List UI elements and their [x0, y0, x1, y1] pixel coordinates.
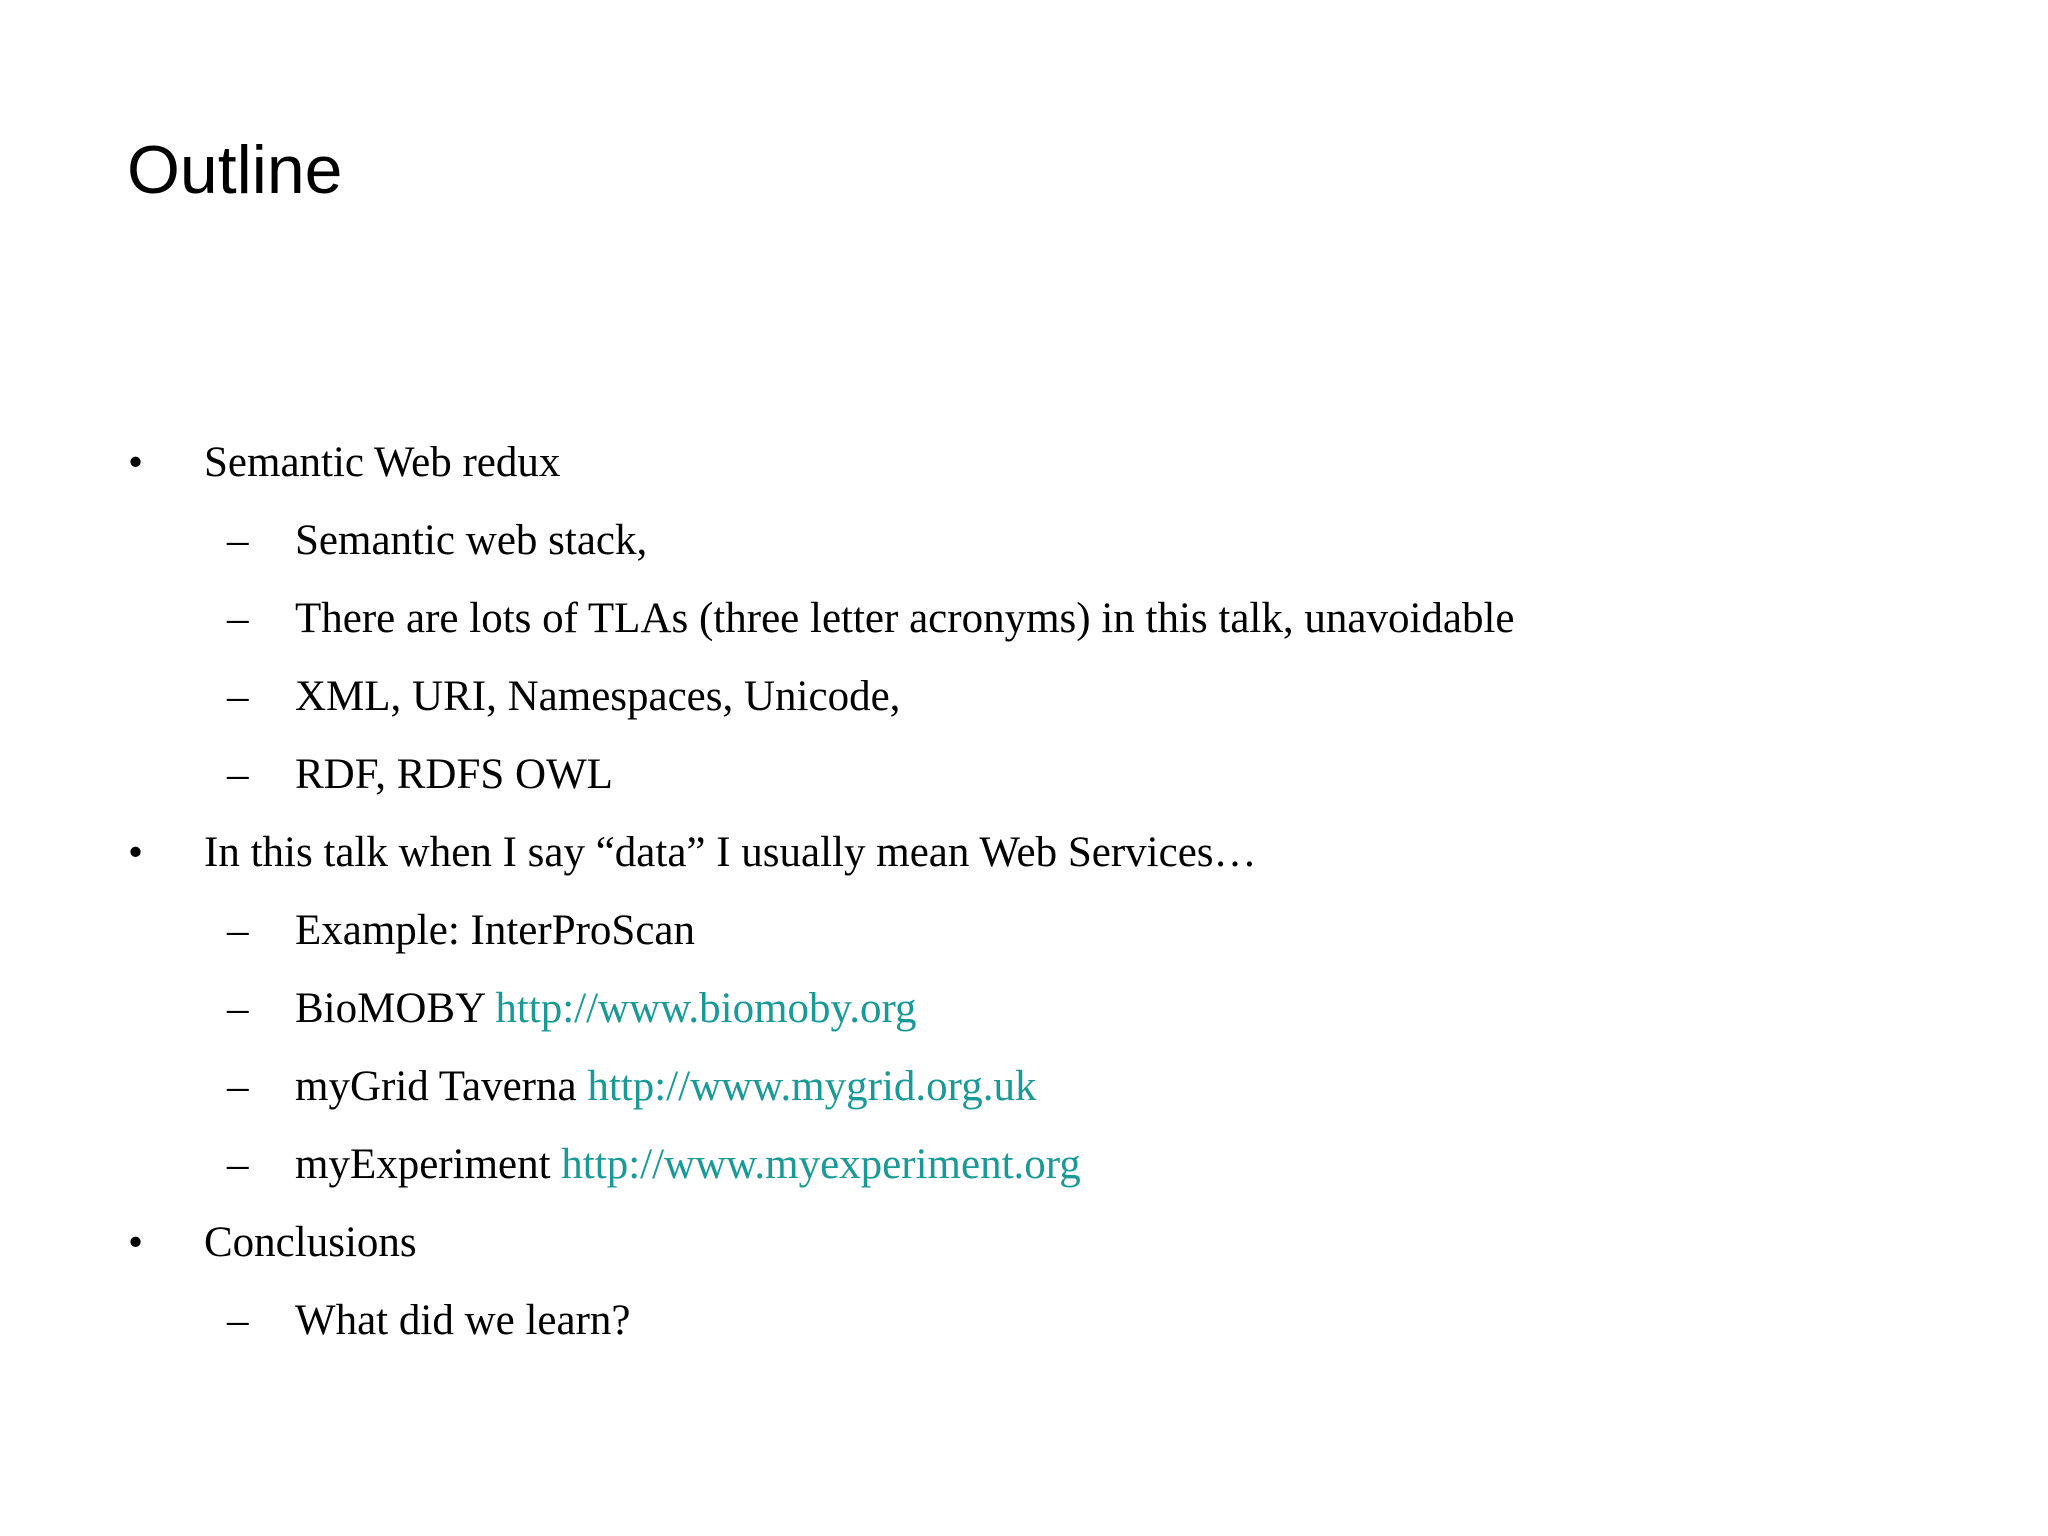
slide-title: Outline: [127, 132, 343, 208]
mygrid-link[interactable]: http://www.mygrid.org.uk: [587, 1063, 1037, 1110]
sub-item: [124, 892, 1984, 970]
bullet-marker: •: [128, 439, 144, 486]
dash-marker: –: [227, 907, 249, 954]
sub-item-label: BioMOBY: [295, 985, 496, 1032]
sub-item-label: myExperiment: [295, 1141, 562, 1188]
dash-marker: –: [227, 517, 249, 564]
sub-item-text: Semantic web stack,: [295, 517, 648, 564]
sub-item: [124, 1048, 1984, 1126]
dash-marker: –: [227, 673, 249, 720]
bullet-marker: •: [128, 1219, 144, 1266]
bullet-item: [124, 1204, 1984, 1282]
bullet-text: Semantic Web redux: [204, 439, 561, 486]
dash-marker: –: [227, 1063, 249, 1110]
dash-marker: –: [227, 985, 249, 1032]
sub-item: [124, 736, 1984, 814]
bullet-text: Conclusions: [204, 1219, 417, 1266]
sub-item-text: [295, 1048, 1036, 1126]
bullet-item: [124, 424, 1984, 502]
myexperiment-link[interactable]: http://www.myexperiment.org: [561, 1141, 1081, 1188]
sub-item-text: RDF, RDFS OWL: [295, 751, 613, 798]
sub-item: [124, 1282, 1984, 1360]
sub-item-text: [295, 970, 917, 1048]
outline-list: [124, 424, 1984, 1360]
sub-item-text: [295, 1126, 1081, 1204]
biomoby-link[interactable]: http://www.biomoby.org: [495, 985, 917, 1032]
dash-marker: –: [227, 595, 249, 642]
sub-item-label: myGrid Taverna: [295, 1063, 588, 1110]
sub-item: [124, 502, 1984, 580]
bullet-text: In this talk when I say “data” I usually mean Web Services…: [204, 829, 1257, 876]
sub-item-text: XML, URI, Namespaces, Unicode,: [295, 673, 901, 720]
bullet-item: [124, 814, 1984, 892]
sub-item-text: There are lots of TLAs (three letter acronyms) in this talk, unavoidable: [295, 595, 1515, 642]
sub-item: [124, 658, 1984, 736]
sub-item-text: What did we learn?: [295, 1297, 631, 1344]
dash-marker: –: [227, 1141, 249, 1188]
dash-marker: –: [227, 1297, 249, 1344]
sub-item-text: Example: InterProScan: [295, 907, 696, 954]
sub-item: [124, 970, 1984, 1048]
sub-item: [124, 580, 1984, 658]
bullet-marker: •: [128, 829, 144, 876]
dash-marker: –: [227, 751, 249, 798]
sub-item: [124, 1126, 1984, 1204]
